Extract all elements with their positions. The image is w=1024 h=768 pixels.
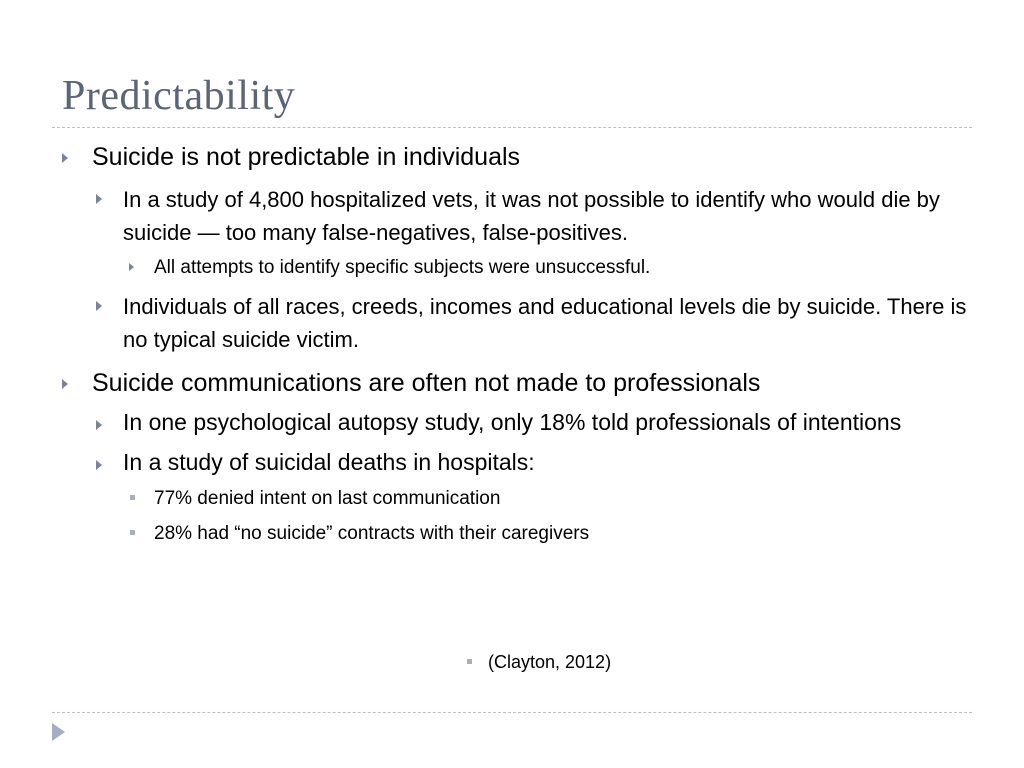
sub-bullet-point [92, 446, 970, 479]
triangle-bullet-icon [96, 194, 102, 204]
sub-sub-bullet-point [123, 255, 970, 281]
citation [464, 650, 611, 674]
sub-bullet-text: In a study of suicidal deaths in hospitals: [123, 449, 535, 475]
bullet-point [60, 140, 970, 174]
sub-bullet-point [92, 290, 970, 356]
triangle-bullet-icon [129, 263, 134, 271]
sub-bullet-point [92, 183, 970, 249]
sub-sub-bullet-point [123, 521, 970, 547]
citation-text: (Clayton, 2012) [488, 652, 612, 672]
sub-sub-bullet-text: 28% had “no suicide” contracts with their caregivers [154, 523, 590, 544]
bullet-text: Suicide communications are often not made to professionals [92, 369, 761, 397]
triangle-bullet-icon [62, 153, 68, 163]
title-divider [52, 127, 972, 128]
sub-bullet-text: In a study of 4,800 hospitalized vets, it was not possible to identify who would die by suicide — too many false-negatives, false-positives. [123, 187, 940, 245]
slide-body [60, 140, 970, 556]
sub-bullet-text: In one psychological autopsy study, only 18% told professionals of intentions [123, 409, 902, 435]
triangle-bullet-icon [96, 301, 102, 311]
bullet-text: Suicide is not predictable in individuals [92, 143, 521, 171]
sub-bullet-text: Individuals of all races, creeds, incomes and educational levels die by suicide. There is no typical suicide victim. [123, 294, 967, 352]
sub-sub-bullet-text: All attempts to identify specific subjects were unsuccessful. [154, 257, 651, 278]
square-bullet-icon [130, 530, 135, 535]
triangle-bullet-icon [96, 420, 102, 430]
square-bullet-icon [130, 495, 135, 500]
sub-bullet-point [92, 406, 970, 439]
triangle-bullet-icon [96, 460, 102, 470]
next-slide-arrow-icon[interactable] [52, 723, 65, 741]
footer-divider [52, 712, 972, 713]
square-bullet-icon [467, 659, 472, 664]
triangle-bullet-icon [62, 379, 68, 389]
slide-title: Predictability [62, 73, 296, 119]
bullet-point [60, 366, 970, 400]
sub-sub-bullet-point [123, 486, 970, 512]
sub-sub-bullet-text: 77% denied intent on last communication [154, 488, 501, 509]
